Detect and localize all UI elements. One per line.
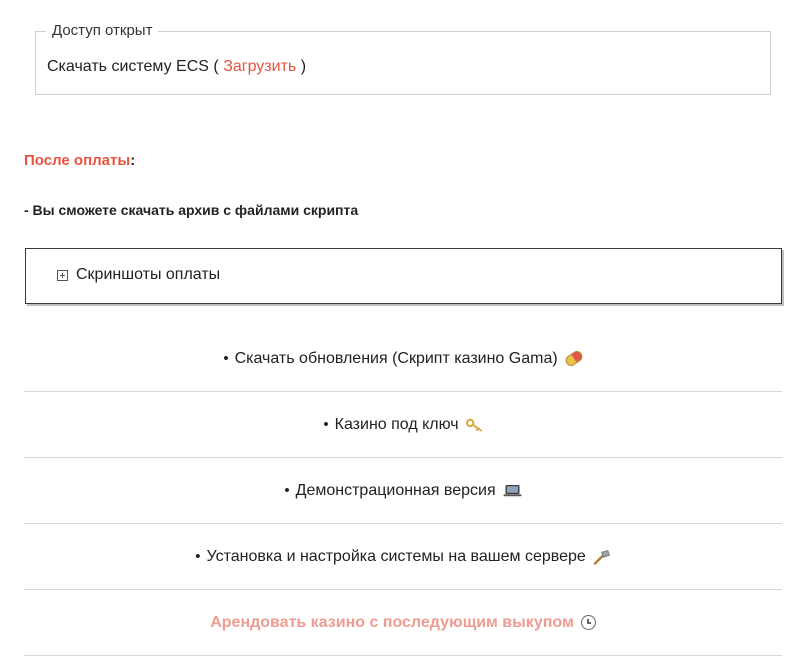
key-icon [466,418,483,432]
screenshots-accordion-label: Скриншоты оплаты [76,266,221,283]
bullet-dot: • [284,481,290,499]
bullet-dot: • [223,349,229,367]
paren-open: ( [213,58,219,75]
access-open-legend: Доступ открыт [46,22,158,40]
hammer-icon [593,549,611,565]
plus-box-icon[interactable] [57,270,68,281]
menu-row-demo-text [284,482,495,500]
menu-row-turnkey[interactable] [24,392,782,458]
download-link[interactable]: Загрузить [223,58,297,75]
menu-row-install[interactable] [24,524,782,590]
clock-icon [581,615,596,630]
pill-icon [563,349,584,368]
screenshots-accordion[interactable] [25,248,782,304]
download-ecs-line [47,58,306,76]
menu-row-demo[interactable] [24,458,782,524]
menu-row-turnkey-inner [24,392,782,457]
menu-row-updates[interactable] [24,326,782,392]
screenshots-accordion-inner [57,266,220,284]
menu-row-turnkey-label: Казино под ключ [334,415,459,433]
menu-row-updates-label: Скачать обновления (Скрипт казино Gama) [234,349,558,367]
menu-row-rent-inner [24,590,782,655]
menu-row-rent-label: Арендовать казино с последующим выкупом [210,613,574,631]
after-payment-heading [24,152,135,169]
menu-row-updates-inner [24,326,782,391]
laptop-icon [503,484,522,497]
download-ecs-text: Скачать систему ECS [47,58,214,75]
after-payment-note: - Вы сможете скачать архив с файлами скрипта [24,202,359,218]
after-payment-label: После оплаты [24,152,131,169]
after-payment-colon: : [130,152,136,169]
menu-row-rent-text [210,614,574,632]
menu-row-demo-inner [24,458,782,523]
bullet-dot: • [323,415,329,433]
menu-row-demo-label: Демонстрационная версия [295,481,496,499]
access-open-box [35,22,771,95]
menu-row-rent[interactable] [24,590,782,656]
bullet-dot: • [195,547,201,565]
paren-close: ) [300,58,307,75]
menu-row-install-text [195,548,586,566]
menu-row-updates-text [223,350,557,368]
menu-row-install-inner [24,524,782,589]
menu-row-install-label: Установка и настройка системы на вашем сервере [206,547,586,565]
menu-row-turnkey-text [323,416,458,434]
